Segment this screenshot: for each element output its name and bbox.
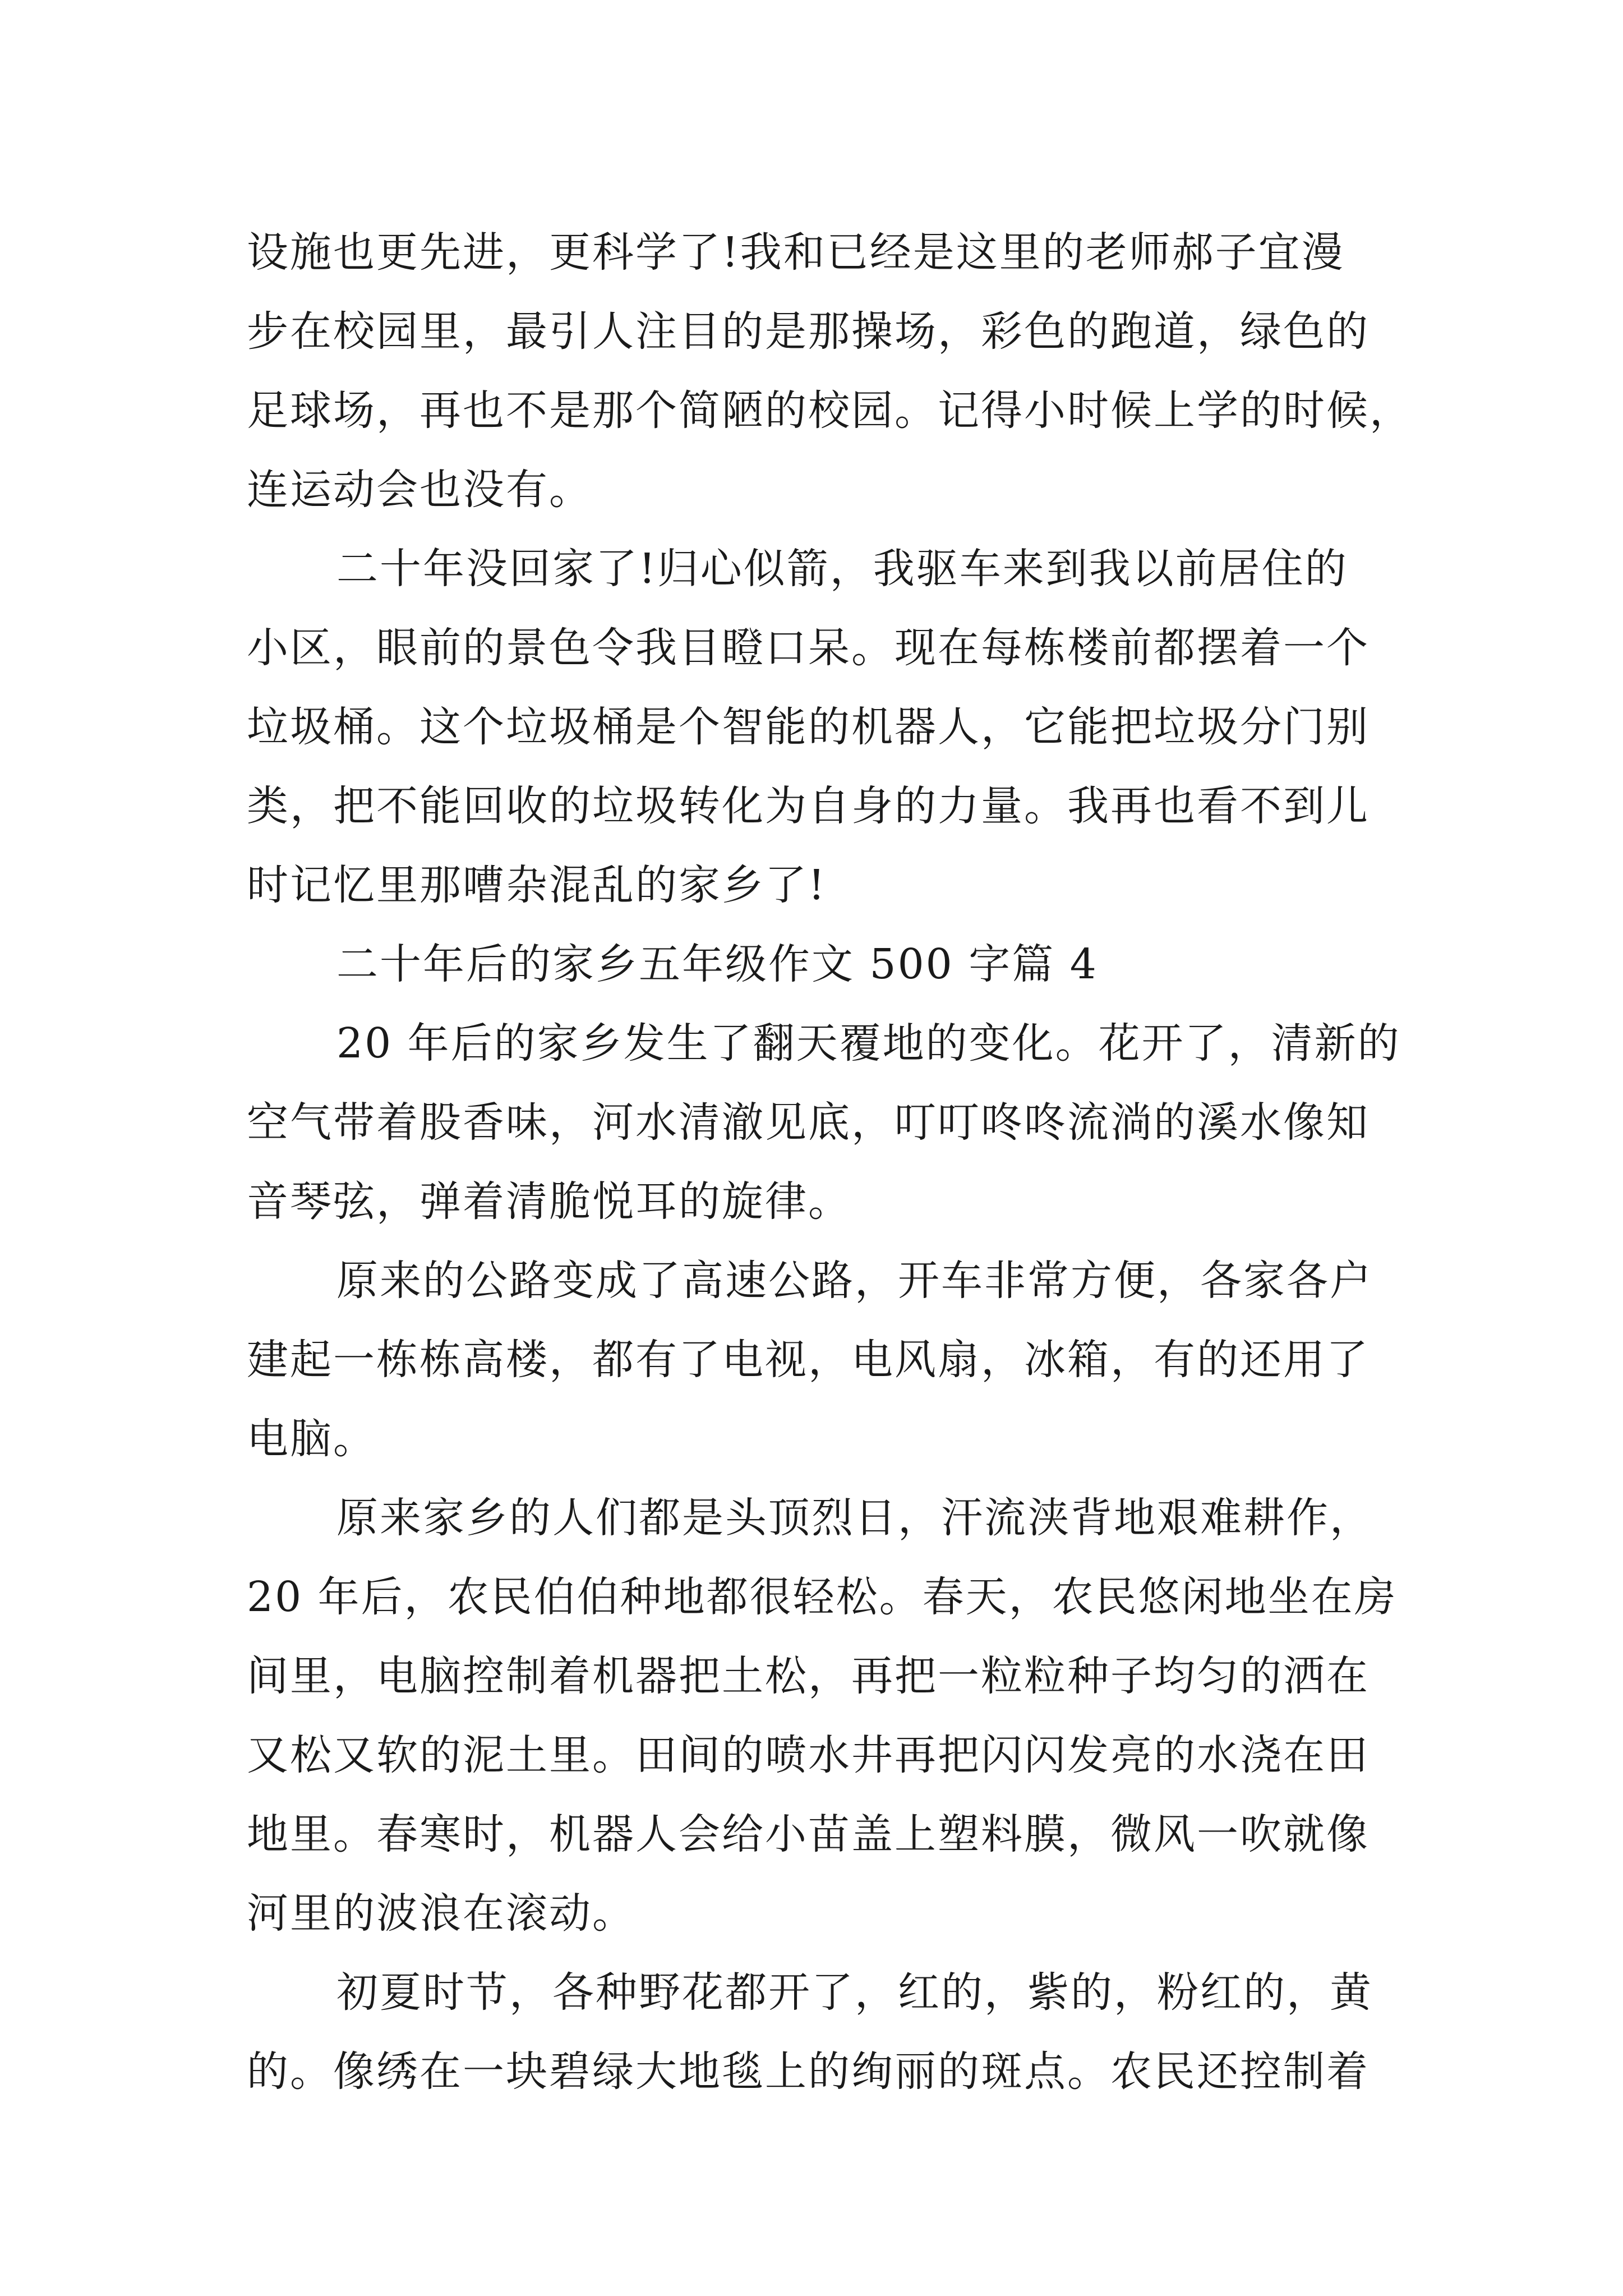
- text-line: 间里，电脑控制着机器把土松，再把一粒粒种子均匀的洒在: [247, 1652, 1370, 1700]
- text-line: 地里。春寒时，机器人会给小苗盖上塑料膜，微风一吹就像: [247, 1810, 1370, 1858]
- text-line: 电脑。: [247, 1415, 376, 1463]
- text-line: 20 年后，农民伯伯种地都很轻松。春天，农民悠闲地坐在房: [247, 1573, 1398, 1621]
- text-line: 又松又软的泥土里。田间的喷水井再把闪闪发亮的水浇在田: [247, 1731, 1370, 1779]
- document-body: [247, 213, 1413, 2111]
- paragraph-first-line: 原来家乡的人们都是头顶烈日，汗流浃背地艰难耕作，: [336, 1494, 1373, 1542]
- text-line: 河里的波浪在滚动。: [247, 1889, 635, 1938]
- text-line: 连运动会也没有。: [247, 466, 592, 514]
- text-line: 足球场，再也不是那个简陋的校园。记得小时候上学的时候，: [247, 386, 1413, 435]
- text-line: 垃圾桶。这个垃圾桶是个智能的机器人，它能把垃圾分门别: [247, 703, 1370, 751]
- text-line: 设施也更先进，更科学了!我和已经是这里的老师郝子宜漫: [247, 228, 1345, 277]
- paragraph-first-line: 初夏时节，各种野花都开了，红的，紫的，粉红的，黄: [336, 1968, 1373, 2017]
- text-line: 类，把不能回收的垃圾转化为自身的力量。我再也看不到儿: [247, 782, 1370, 830]
- section-heading: 二十年后的家乡五年级作文 500 字篇 4: [336, 940, 1098, 988]
- text-line: 步在校园里，最引人注目的是那操场，彩色的跑道，绿色的: [247, 307, 1370, 356]
- paragraph-first-line: 20 年后的家乡发生了翻天覆地的变化。花开了，清新的: [336, 1019, 1401, 1068]
- text-line: 建起一栋栋高楼，都有了电视，电风扇，冰箱，有的还用了: [247, 1336, 1370, 1384]
- paragraph-first-line: 二十年没回家了!归心似箭，我驱车来到我以前居住的: [336, 545, 1348, 593]
- paragraph-first-line: 原来的公路变成了高速公路，开车非常方便，各家各户: [336, 1257, 1373, 1305]
- text-line: 空气带着股香味，河水清澈见底，叮叮咚咚流淌的溪水像知: [247, 1098, 1370, 1147]
- text-line: 音琴弦，弹着清脆悦耳的旋律。: [247, 1177, 851, 1226]
- text-line: 小区，眼前的景色令我目瞪口呆。现在每栋楼前都摆着一个: [247, 624, 1370, 672]
- text-line: 时记忆里那嘈杂混乱的家乡了!: [247, 861, 827, 909]
- text-line: 的。像绣在一块碧绿大地毯上的绚丽的斑点。农民还控制着: [247, 2047, 1370, 2096]
